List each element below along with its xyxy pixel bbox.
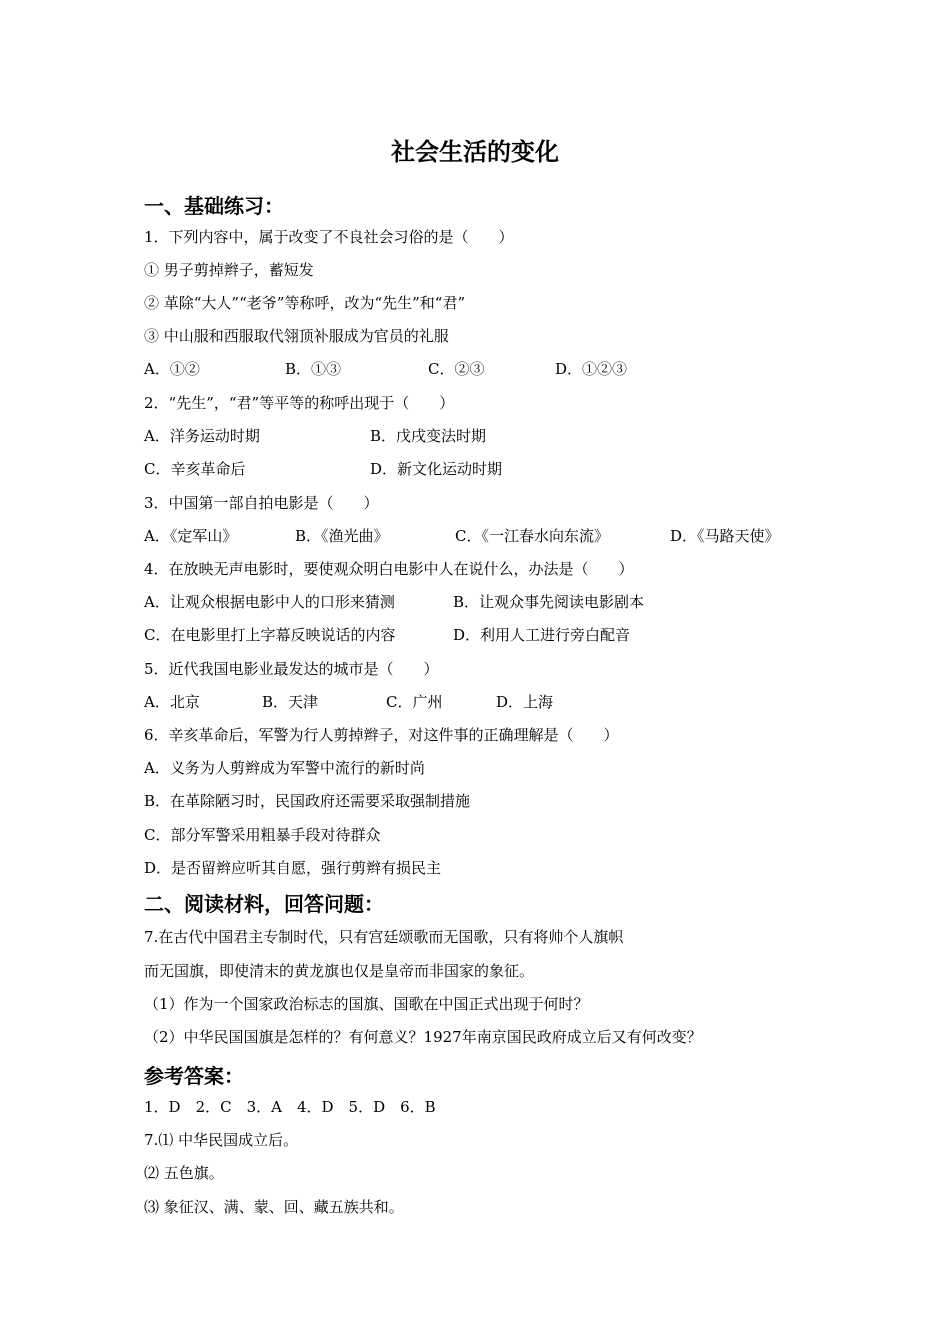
question-1-stem: 1．下列内容中，属于改变了不良社会习俗的是（ ）	[144, 228, 514, 246]
question-4-option-d: D．利用人工进行旁白配音	[453, 626, 631, 644]
question-1-item-2: ② 革除“大人”“老爷”等称呼，改为“先生”和“君”	[144, 294, 466, 312]
question-3-option-a: A．《定军山》	[144, 527, 238, 545]
question-6-option-d: D．是否留辫应听其自愿，强行剪辫有损民主	[144, 859, 442, 877]
question-3-option-b: B．《渔光曲》	[295, 527, 389, 545]
question-3-option-d: D．《马路天使》	[670, 527, 780, 545]
question-5-option-c: C．广州	[386, 693, 443, 711]
question-2-option-d: D．新文化运动时期	[370, 460, 503, 478]
question-1-item-1: ① 男子剪掉辫子，蓄短发	[144, 261, 314, 279]
answers-line-3: ⑵ 五色旗。	[144, 1164, 224, 1182]
question-1-option-b: B．①③	[285, 360, 342, 378]
question-6-option-c: C．部分军警采用粗暴手段对待群众	[144, 826, 381, 844]
question-1-option-a: A．①②	[144, 360, 200, 378]
question-5-option-b: B．天津	[262, 693, 319, 711]
answers-line-4: ⑶ 象征汉、满、蒙、回、藏五族共和。	[144, 1198, 404, 1216]
question-1-item-3: ③ 中山服和西服取代翎顶补服成为官员的礼服	[144, 327, 449, 345]
question-1-option-c: C．②③	[428, 360, 485, 378]
question-6-option-a: A．义务为人剪辫成为军警中流行的新时尚	[144, 759, 425, 777]
question-3-option-c: C．《一江春水向东流》	[455, 527, 609, 545]
question-1-option-d: D．①②③	[555, 360, 628, 378]
question-2-option-c: C．辛亥革命后	[144, 460, 246, 478]
question-2-option-a: A．洋务运动时期	[144, 427, 260, 445]
answers-line-2: 7.⑴ 中华民国成立后。	[144, 1131, 299, 1149]
question-2-option-b: B．戊戌变法时期	[370, 427, 487, 445]
section-heading-answers: 参考答案：	[144, 1064, 244, 1088]
question-6-option-b: B．在革除陋习时，民国政府还需要采取强制措施	[144, 792, 471, 810]
question-7-sub-1: （1）作为一个国家政治标志的国旗、国歌在中国正式出现于何时？	[144, 995, 589, 1013]
page-title: 社会生活的变化	[391, 138, 559, 166]
question-4-option-b: B．让观众事先阅读电影剧本	[453, 593, 645, 611]
question-4-option-c: C．在电影里打上字幕反映说话的内容	[144, 626, 396, 644]
question-5-option-d: D．上海	[496, 693, 554, 711]
question-4-stem: 4．在放映无声电影时，要使观众明白电影中人在说什么，办法是（ ）	[144, 560, 634, 578]
question-5-stem: 5．近代我国电影业最发达的城市是（ ）	[144, 660, 439, 678]
question-3-stem: 3．中国第一部自拍电影是（ ）	[144, 494, 379, 512]
question-4-option-a: A．让观众根据电影中人的口形来猜测	[144, 593, 395, 611]
section-heading-basic: 一、基础练习：	[144, 194, 284, 218]
question-6-stem: 6．辛亥革命后，军警为行人剪掉辫子，对这件事的正确理解是（ ）	[144, 726, 619, 744]
question-7-material-line-2: 而无国旗，即使清末的黄龙旗也仅是皇帝而非国家的象征。	[144, 962, 535, 980]
answers-line-1: 1．D 2．C 3．A 4．D 5．D 6．B	[144, 1098, 436, 1116]
question-7-material-line-1: 7.在古代中国君主专制时代，只有宫廷颂歌而无国歌，只有将帅个人旗帜	[144, 928, 624, 946]
question-5-option-a: A．北京	[144, 693, 200, 711]
section-heading-reading: 二、阅读材料，回答问题：	[144, 892, 384, 916]
question-2-stem: 2．“先生”，“君”等平等的称呼出现于（ ）	[144, 394, 455, 412]
question-7-sub-2: （2）中华民国国旗是怎样的？有何意义？1927年南京国民政府成立后又有何改变？	[144, 1028, 702, 1046]
